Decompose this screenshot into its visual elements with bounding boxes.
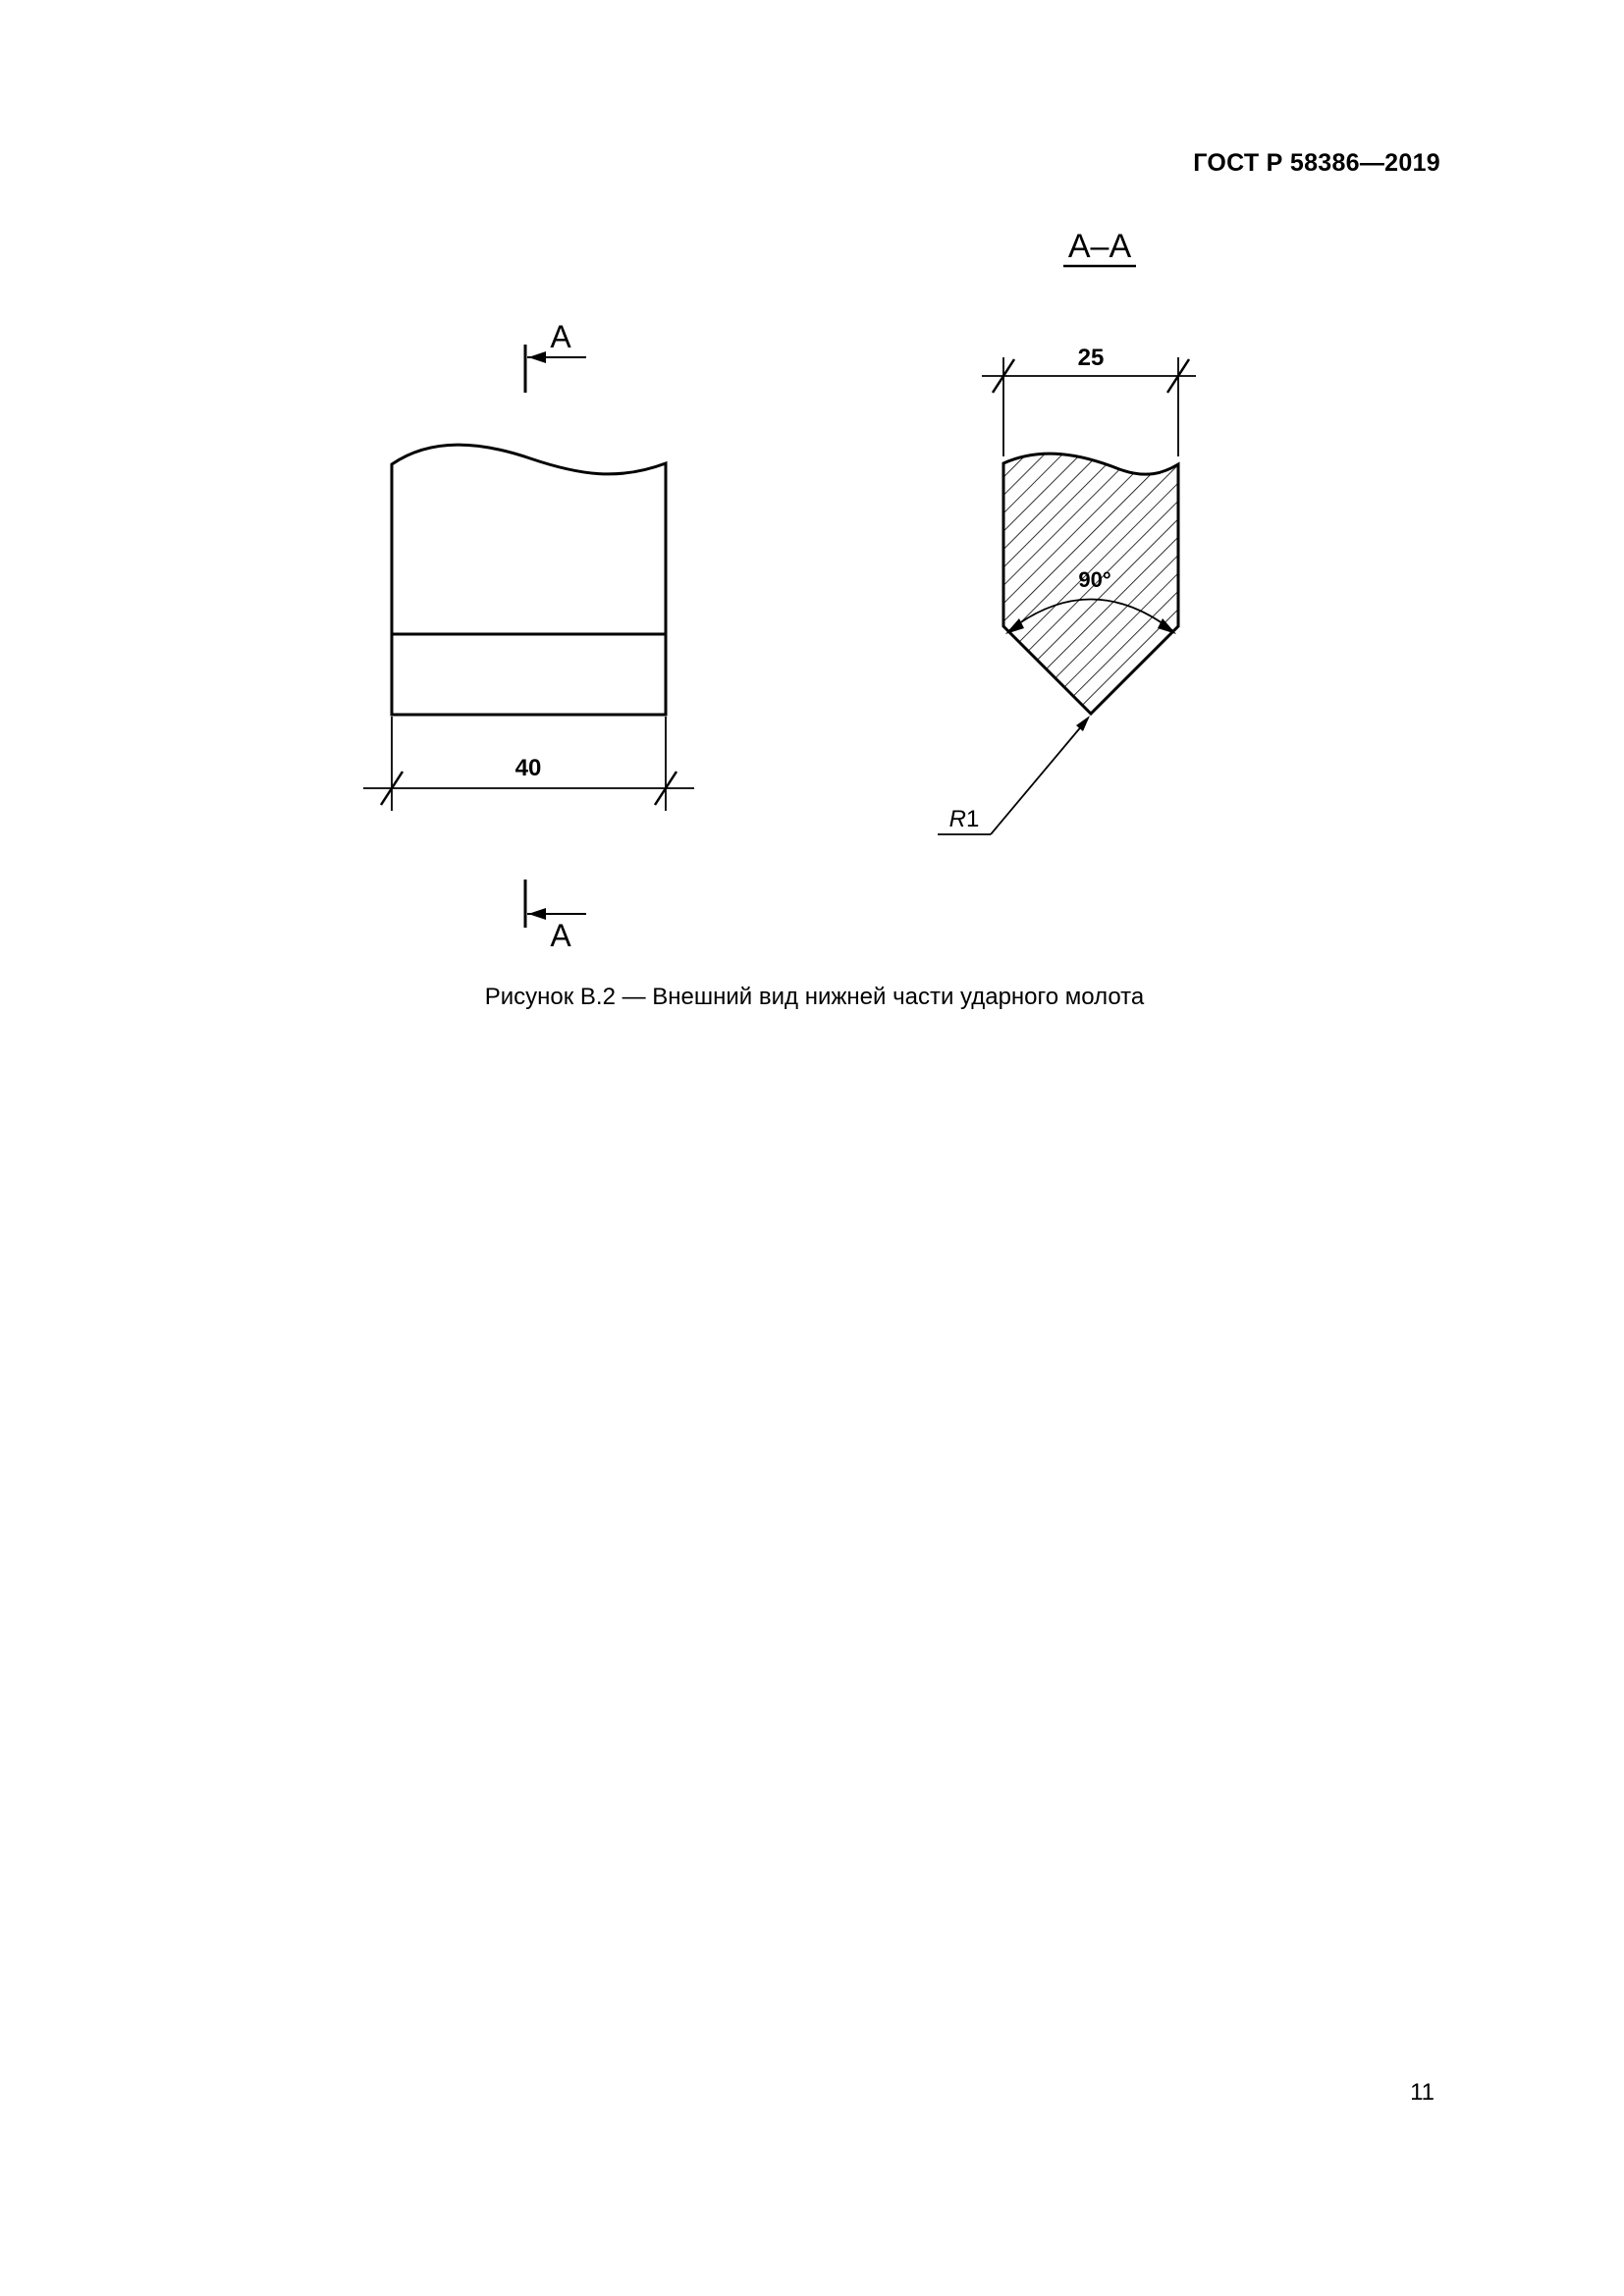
figure-caption: Рисунок В.2 — Внешний вид нижней части ударного молота [484,984,1145,1010]
section-mark-bottom: А [550,918,571,953]
page-number: 11 [1410,2079,1435,2106]
section-mark-top: А [550,319,571,354]
arrowhead-bottom [528,908,546,920]
radius-label-prefix: R [948,806,966,832]
hammer-body-outline [392,445,666,715]
section-title: А–А [1067,228,1132,265]
radius-label [949,806,980,832]
arrowhead-top [528,351,546,363]
angle-label: 90° [1078,567,1111,592]
hammer-drawing [0,0,1624,982]
width-dimension-label: 40 [514,755,542,781]
document-code: ГОСТ Р 58386—2019 [1193,149,1440,177]
radius-label-value: 1 [965,806,980,832]
radius-leader-line [991,719,1088,834]
section-width-dimension-label: 25 [1077,345,1105,371]
